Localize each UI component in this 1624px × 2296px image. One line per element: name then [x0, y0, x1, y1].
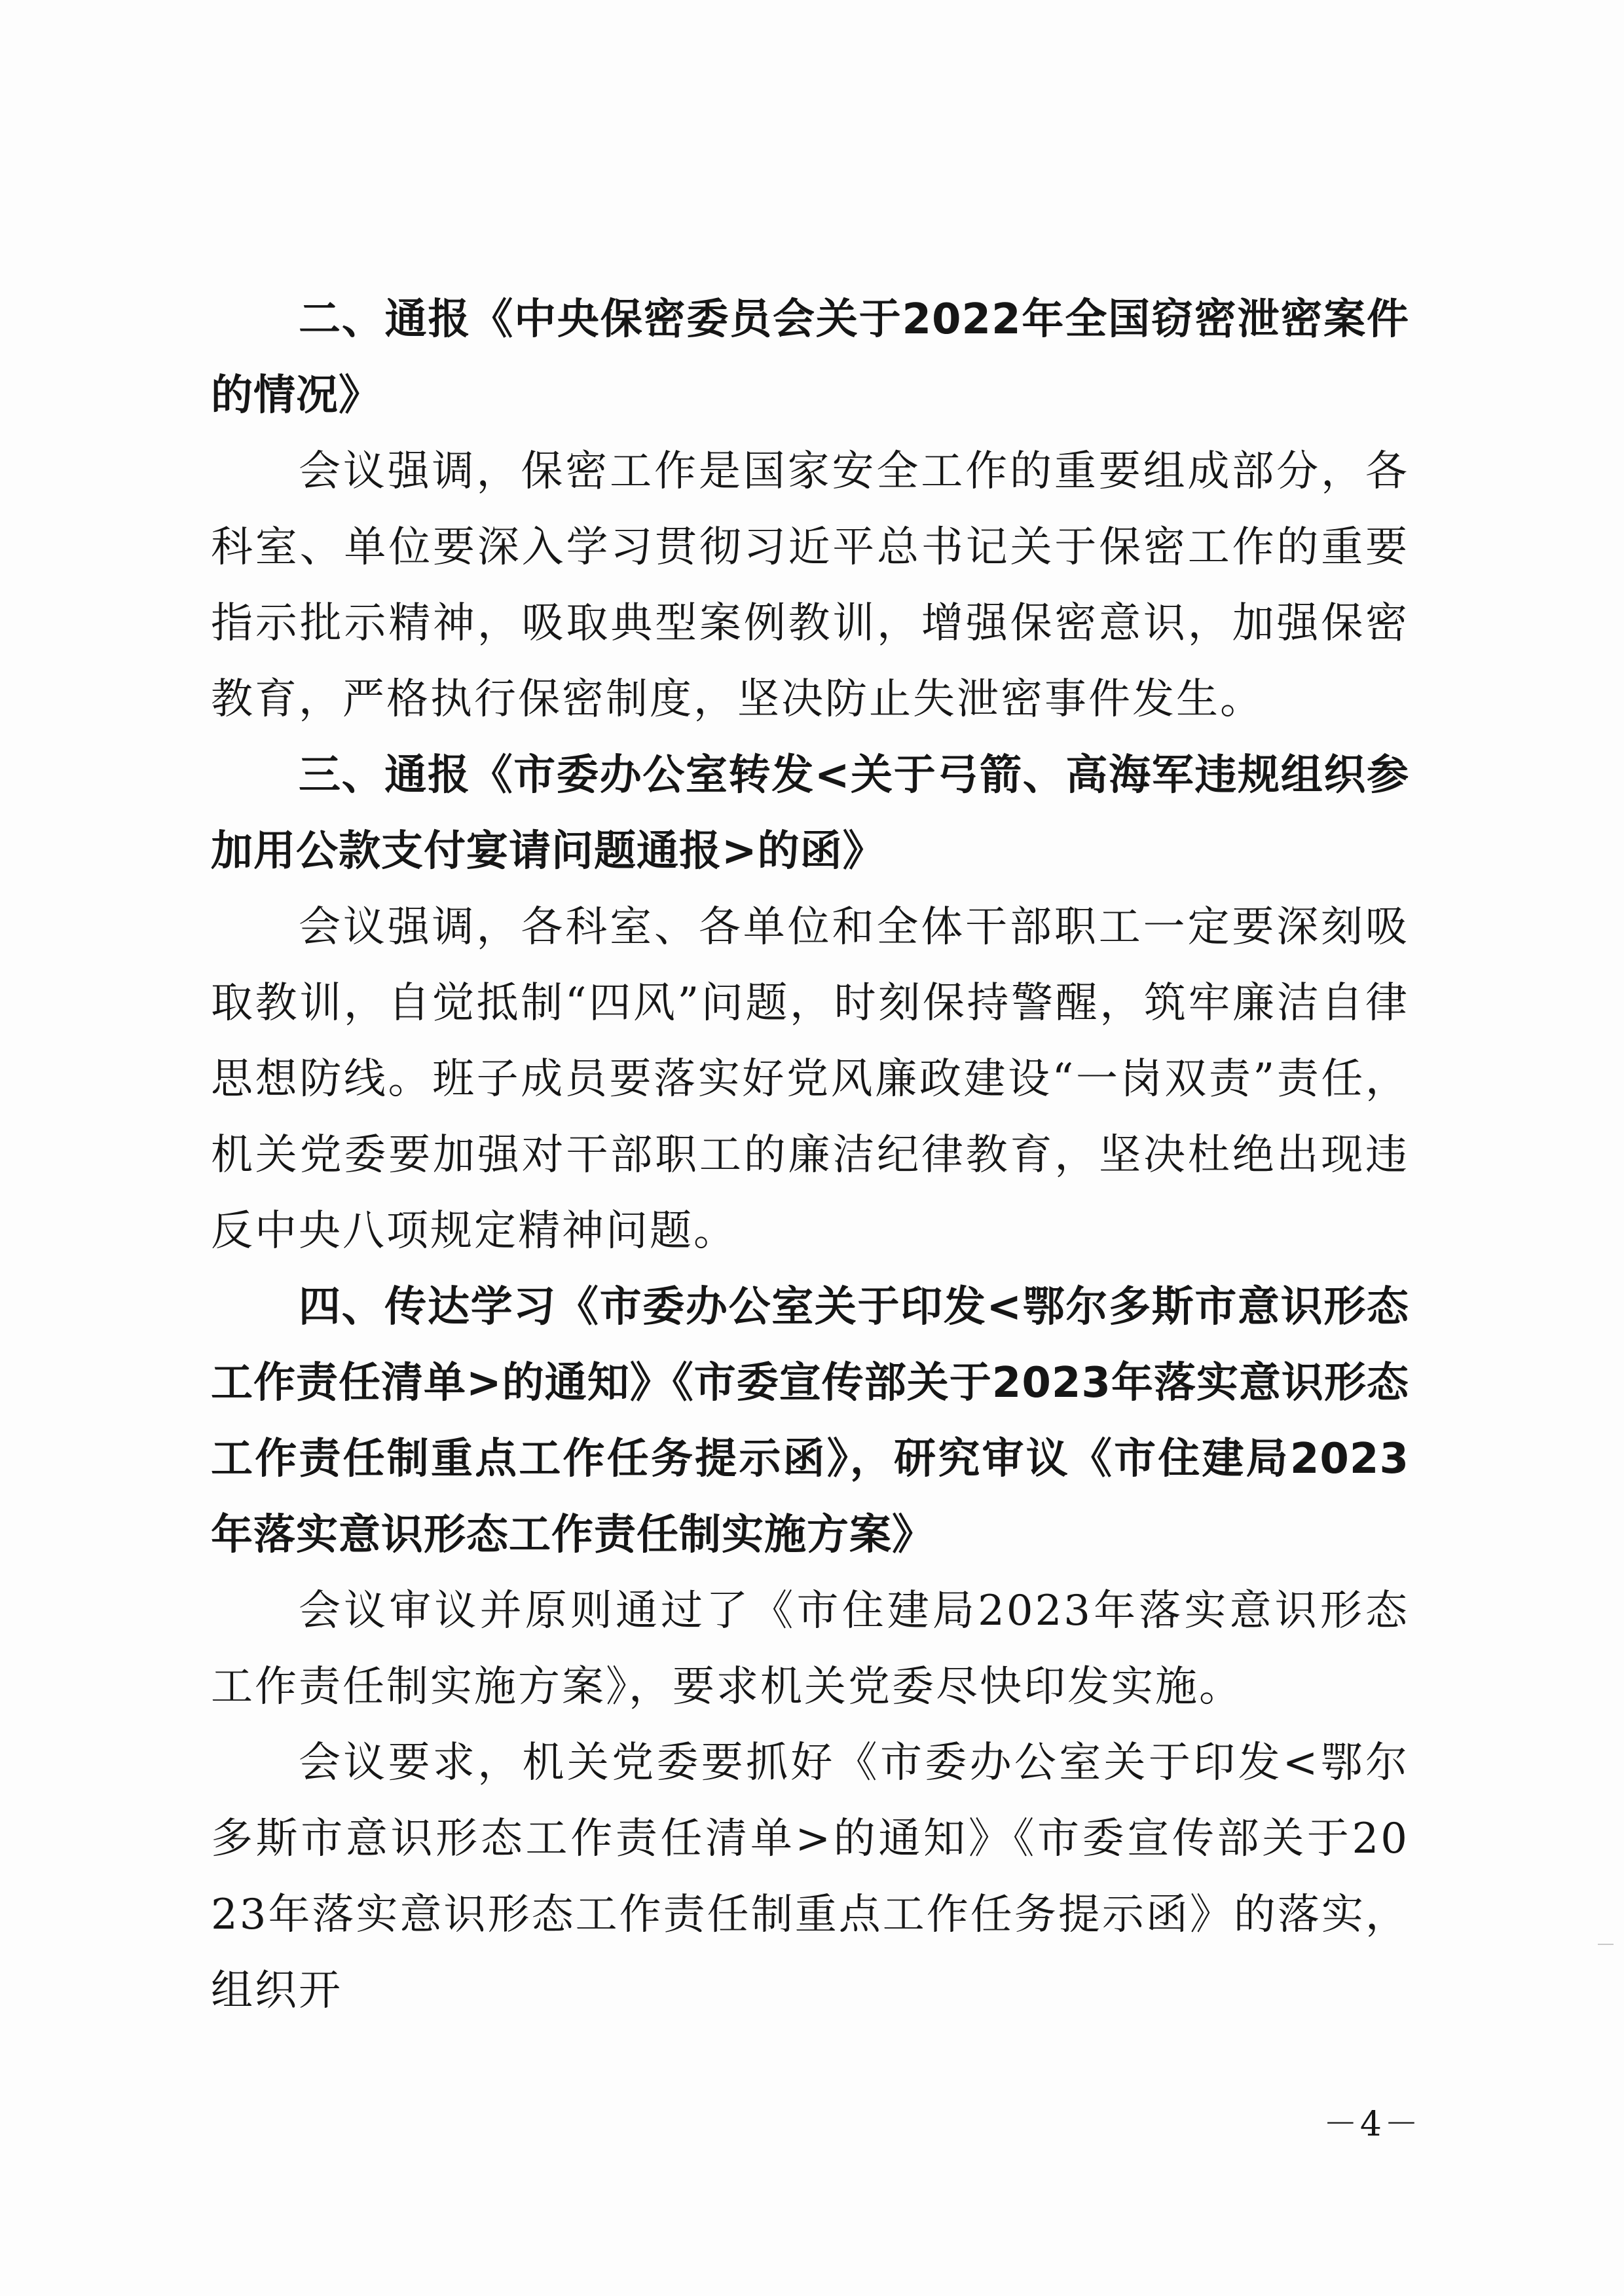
body-paragraph: 会议审议并原则通过了《市住建局2023年落实意识形态工作责任制实施方案》，要求机关党委尽快印发实施。 — [211, 1587, 1409, 1711]
scan-margin-mark — [1598, 1944, 1614, 1945]
document-body — [211, 282, 1409, 2029]
page-number: －4－ — [1323, 2105, 1421, 2144]
section-heading-3: 三、通报《市委办公室转发<关于弓箭、高海军违规组织参加用公款支付宴请问题通报>的函》 — [211, 751, 1409, 876]
section-heading-2: 二、通报《中央保密委员会关于2022年全国窃密泄密案件的情况》 — [211, 295, 1409, 420]
body-paragraph: 会议强调，各科室、各单位和全体干部职工一定要深刻吸取教训，自觉抵制“四风”问题，时刻保持警醒，筑牢廉洁自律思想防线。班子成员要落实好党风廉政建设“一岗双责”责任，机关党委要加强对干部职工的廉洁纪律教育，坚决杜绝出现违反中央八项规定精神问题。 — [211, 903, 1409, 1255]
section-heading-4: 四、传达学习《市委办公室关于印发<鄂尔多斯市意识形态工作责任清单>的通知》《市委宣传部关于2023年落实意识形态工作责任制重点工作任务提示函》，研究审议《市住建局2023年落实意识形态工作责任制实施方案》 — [211, 1283, 1409, 1559]
body-paragraph: 会议要求，机关党委要抓好《市委办公室关于印发<鄂尔多斯市意识形态工作责任清单>的通知》《市委宣传部关于2023年落实意识形态工作责任制重点工作任务提示函》的落实，组织开 — [211, 1739, 1409, 2015]
body-paragraph: 会议强调，保密工作是国家安全工作的重要组成部分，各科室、单位要深入学习贯彻习近平总书记关于保密工作的重要指示批示精神，吸取典型案例教训，增强保密意识，加强保密教育，严格执行保密制度，坚决防止失泄密事件发生。 — [211, 447, 1409, 724]
